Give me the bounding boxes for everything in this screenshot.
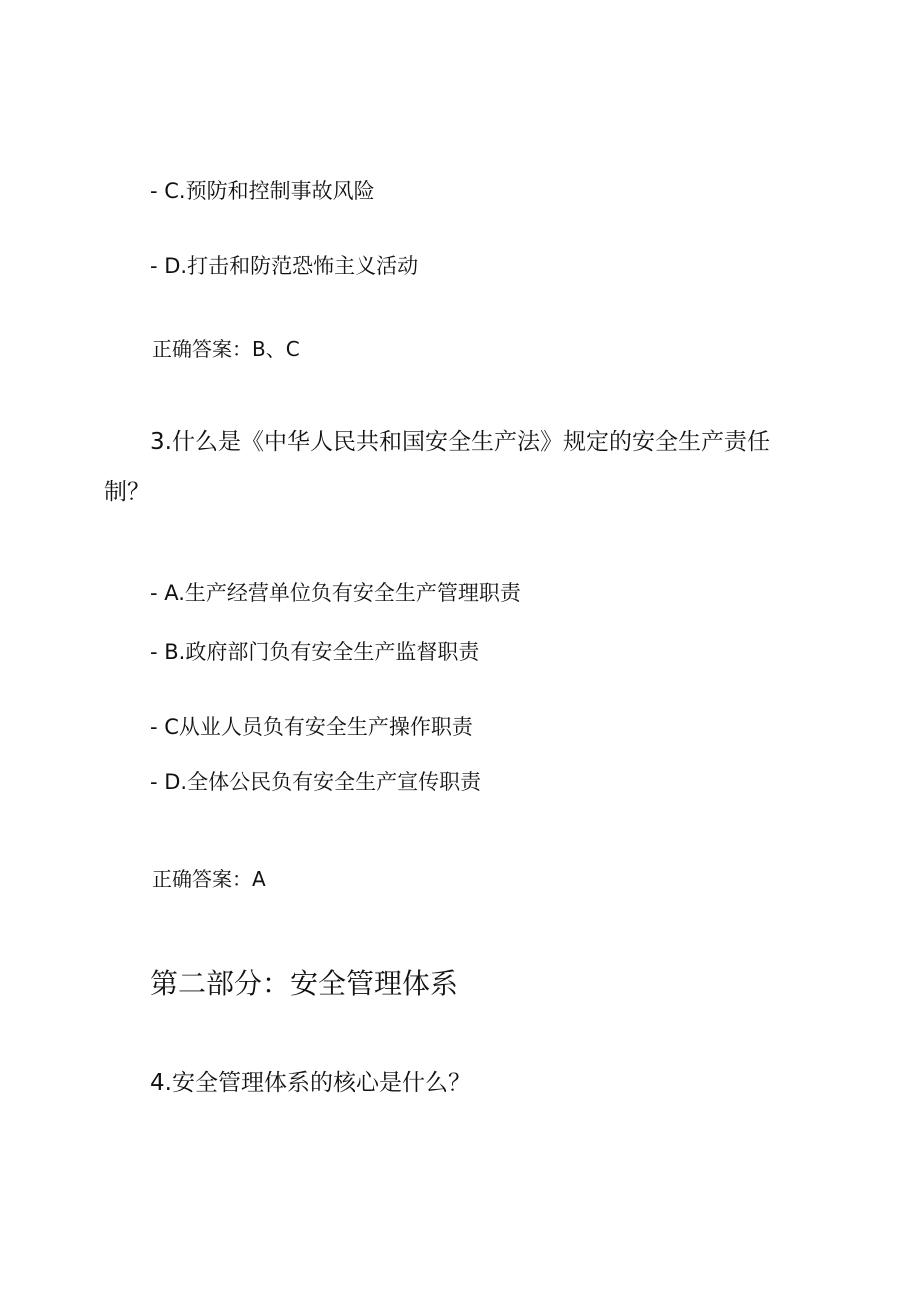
q3-option-d: - D.全体公民负有安全生产宣传职责 xyxy=(150,770,482,794)
q3-option-c: - C从业人员负有安全生产操作职责 xyxy=(150,715,473,739)
q3-question-line2: 制？ xyxy=(104,479,150,505)
q2-option-c: - C.预防和控制事故风险 xyxy=(150,179,375,203)
q3-option-b: - B.政府部门负有安全生产监督职责 xyxy=(150,640,480,664)
q4-question: 4.安全管理体系的核心是什么？ xyxy=(150,1070,471,1096)
q2-option-d: - D.打击和防范恐怖主义活动 xyxy=(150,254,419,278)
q2-answer: 正确答案：B、C xyxy=(152,337,300,361)
q3-question-line1: 3.什么是《中华人民共和国安全生产法》规定的安全生产责任 xyxy=(150,429,770,455)
q3-answer: 正确答案：A xyxy=(152,867,266,891)
section-heading: 第二部分：安全管理体系 xyxy=(150,967,459,1000)
q3-option-a: - A.生产经营单位负有安全生产管理职责 xyxy=(150,581,521,605)
